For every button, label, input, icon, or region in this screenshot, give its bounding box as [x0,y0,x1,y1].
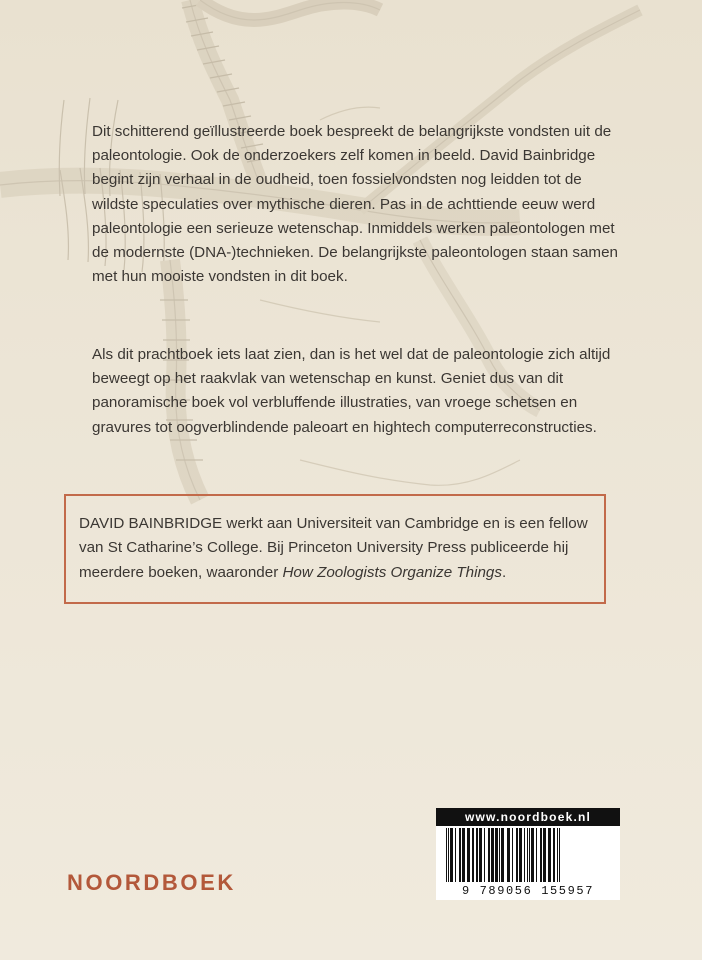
barcode-bar [459,828,461,882]
barcode-bar [499,828,500,882]
barcode-bar [455,828,456,882]
barcode-bar [495,828,498,882]
barcode-bar [448,828,449,882]
barcode-bar [543,828,546,882]
barcode-bar [501,828,504,882]
author-bio-box [64,494,606,604]
description-paragraph-1-text: Dit schitterend geïllustreerde boek bespreekt de belangrijkste vondsten uit de paleontologie. Ook de onderzoekers zelf komen in beeld. David Bainbridge begint zijn verhaal in de oudheid, toen fossielvondsten nog leidden tot de wildste speculaties over mythische dieren. Pas in de achttiende eeuw werd paleontologie een serieuze wetenschap. Inmiddels werken paleontologen met de modernste (DNA-)technieken. De belangrijkste paleontologen staan samen met hun mooiste vondsten in dit boek. [92,123,618,286]
isbn-digits: 9 789056 155957 [461,884,595,898]
barcode-bar [516,828,518,882]
barcode-bar [540,828,542,882]
barcode-bar [548,828,551,882]
barcode-bar [557,828,558,882]
barcode-bar [512,828,513,882]
description-paragraph-1 [92,120,632,289]
publisher-logo: NOORDBOEK [67,870,236,895]
barcode-bars [436,826,620,884]
barcode-bar [450,828,453,882]
isbn-barcode [436,808,620,900]
barcode-bar [476,828,478,882]
barcode-bar [527,828,528,882]
barcode-bar [529,828,530,882]
publisher-url: www.noordboek.nl [436,808,620,826]
barcode-bar [524,828,525,882]
description-paragraph-2-text: Als dit prachtboek iets laat zien, dan is het wel dat de paleontologie zich altijd beweegt op het raakvlak van wetenschap en kunst. Geniet dus van dit panoramische boek vol verbluffende illustraties, van vroege schetsen en gravures tot oogverblindende paleoart en hightech computerreconstructies. [92,346,611,436]
barcode-bar [446,828,447,882]
author-book-title: How Zoologists Organize Things [282,563,502,581]
barcode-bar [462,828,465,882]
barcode-bar [491,828,494,882]
barcode-bar [507,828,510,882]
barcode-bar [519,828,522,882]
barcode-bar [479,828,482,882]
author-bio-end: . [501,563,507,581]
author-bio-text: DAVID BAINBRIDGE werkt aan Universiteit van Cambridge en is een fellow van St Catharine’s College. Bij Princeton University Press publiceerde hij meerdere boeken, waaronder [79,515,588,581]
barcode-bar [531,828,534,882]
barcode-bar [488,828,490,882]
barcode-bar [484,828,485,882]
barcode-bar [472,828,474,882]
description-paragraph-2 [92,343,632,440]
barcode-bar [467,828,470,882]
barcode-bar [536,828,537,882]
barcode-bar [553,828,555,882]
barcode-bar [559,828,560,882]
